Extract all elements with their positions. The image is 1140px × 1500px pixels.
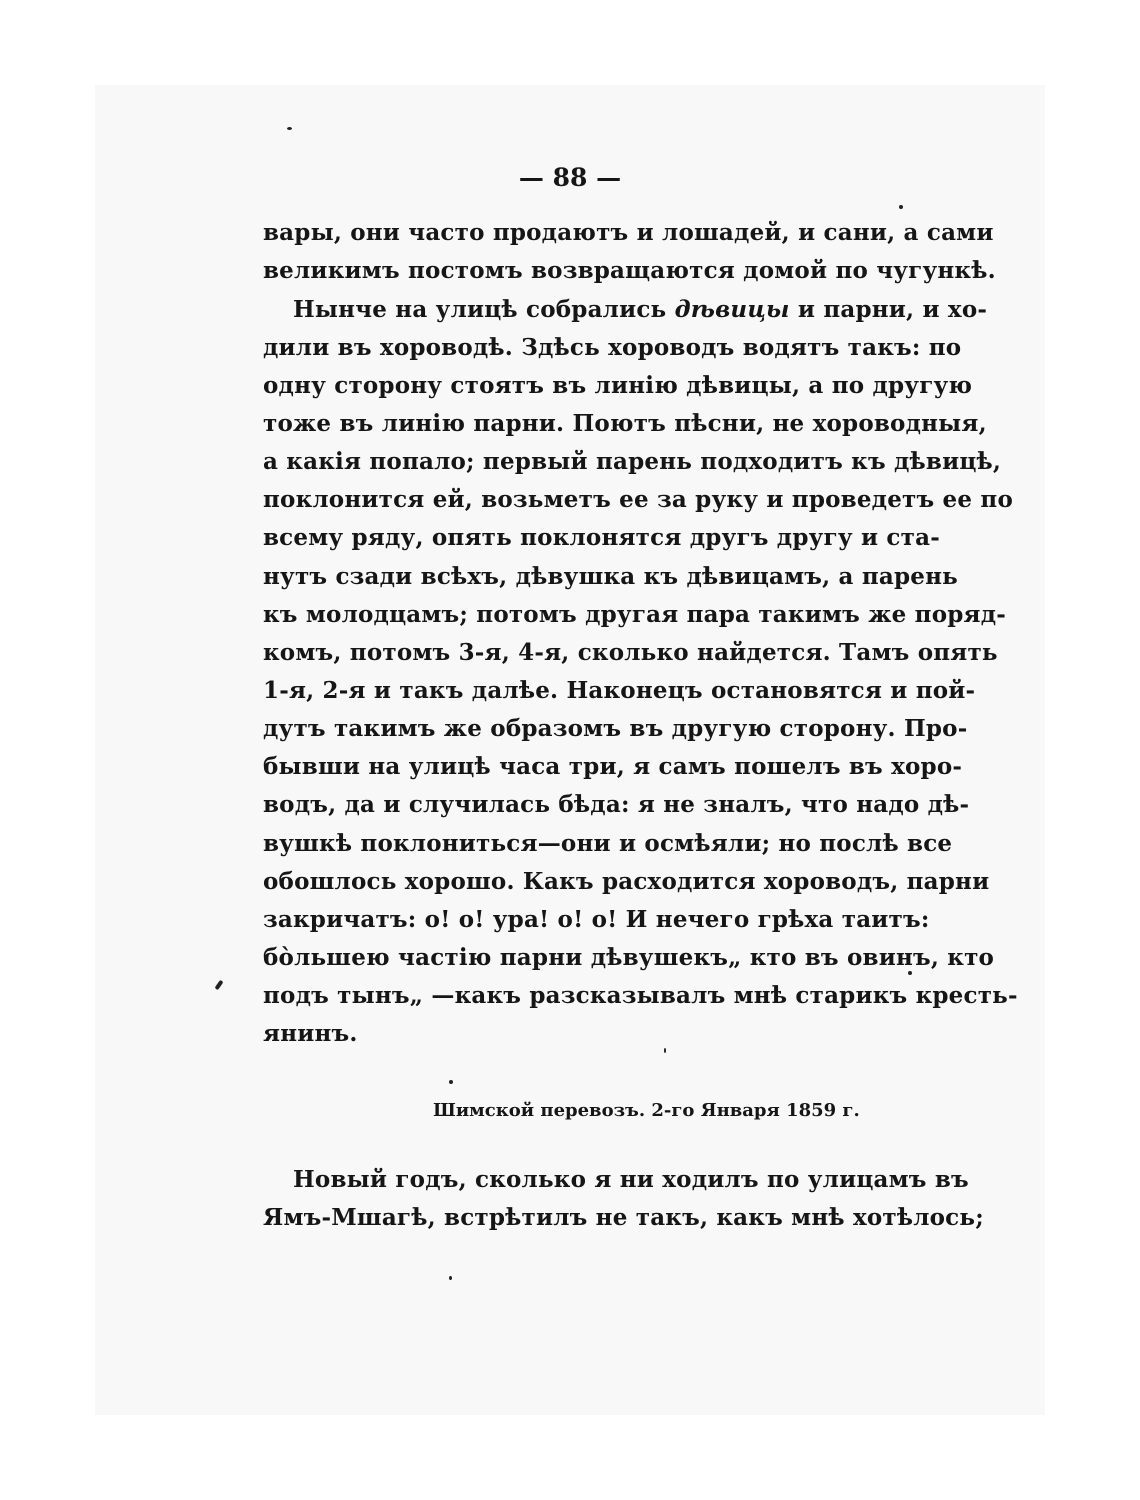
text-line: Ямъ-Мшагѣ, встрѣтилъ не такъ, какъ мнѣ хотѣлось;	[263, 1204, 984, 1231]
scan-speck	[449, 1080, 453, 1084]
text-line: янинъ.	[263, 1020, 358, 1047]
text-line: водъ, да и случилась бѣда: я не зналъ, что надо дѣ-	[263, 791, 970, 818]
italic-word: дѣвицы	[674, 296, 790, 323]
text-line: тоже въ линію парни. Поютъ пѣсни, не хороводныя,	[263, 410, 987, 437]
text-line: дутъ такимъ же образомъ въ другую сторону. Про-	[263, 715, 968, 742]
text-line: великимъ постомъ возвращаются домой по чугункѣ.	[263, 257, 996, 284]
text-line: всему ряду, опять поклонятся другъ другу и ста-	[263, 524, 940, 551]
text-line: Новый годъ, сколько я ни ходилъ по улицамъ въ	[293, 1166, 969, 1193]
scan-speck	[664, 1048, 666, 1053]
text-line: а какія попало; первый парень подходитъ къ дѣвицѣ,	[263, 448, 1002, 475]
text-run: Нынче на улицѣ собрались	[293, 296, 675, 323]
text-line: вушкѣ поклониться—они и осмѣяли; но послѣ все	[263, 830, 953, 857]
text-line: обошлось хорошо. Какъ расходится хороводъ, парни	[263, 868, 990, 895]
text-line: бо̀льшею частію парни дѣвушекъ„ кто въ овинъ, кто	[263, 944, 995, 971]
text-line: 1-я, 2-я и такъ далѣе. Наконецъ остановятся и пой-	[263, 677, 976, 704]
scan-speck	[908, 971, 912, 975]
text-line: подъ тынъ„ —какъ разсказывалъ мнѣ старикъ кресть-	[263, 982, 1018, 1009]
text-line: вары, они часто продаютъ и лошадей, и сани, а сами	[263, 219, 994, 246]
scan-speck	[449, 1276, 452, 1280]
text-line: нутъ сзади всѣхъ, дѣвушка къ дѣвицамъ, а парень	[263, 563, 958, 590]
text-line: комъ, потомъ 3-я, 4-я, сколько найдется. Тамъ опять	[263, 639, 998, 666]
scan-speck	[899, 205, 903, 209]
text-line: дили въ хороводѣ. Здѣсь хороводъ водятъ такъ: по	[263, 334, 962, 361]
text-line: къ молодцамъ; потомъ другая пара такимъ же поряд-	[263, 601, 1006, 628]
text-line: поклонится ей, возьметъ ее за руку и проведетъ ее по	[263, 486, 1013, 513]
text-line: бывши на улицѣ часа три, я самъ пошелъ въ хоро-	[263, 753, 963, 780]
text-line	[293, 291, 988, 329]
page-number: — 88 —	[518, 163, 622, 192]
text-line: закричатъ: о! о! ура! о! о! И нечего грѣха таитъ:	[263, 906, 930, 933]
scan-speck	[287, 127, 292, 130]
text-line: одну сторону стоятъ въ линію дѣвицы, а по другую	[263, 372, 973, 399]
text-run: и парни, и хо-	[789, 296, 988, 323]
dateline: Шимской перевозъ. 2-го Января 1859 г.	[433, 1100, 860, 1121]
